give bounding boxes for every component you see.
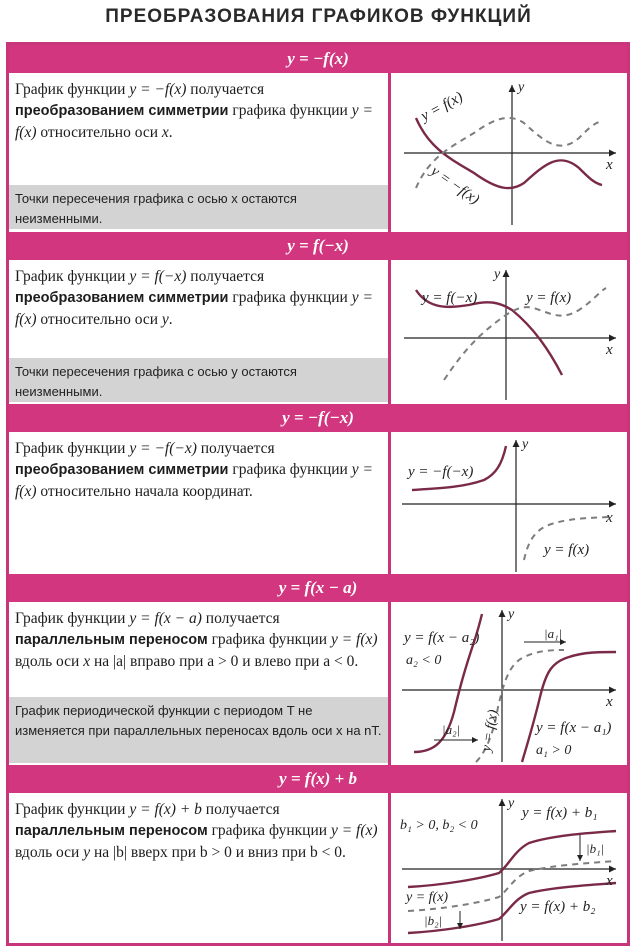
section-header: y = −f(x) bbox=[9, 45, 627, 73]
svg-text:x: x bbox=[606, 694, 613, 710]
section-reflect-y bbox=[9, 232, 627, 404]
svg-text:y = f(x): y = f(x) bbox=[544, 542, 590, 558]
svg-text:y = f(x) + b₁: y = f(x) + b₁ bbox=[522, 805, 598, 821]
svg-text:y = f(−x): y = f(−x) bbox=[422, 290, 478, 306]
graph-shift-x bbox=[394, 602, 627, 765]
section-reflect-origin bbox=[9, 404, 627, 574]
svg-text:a₂ < 0: a₂ < 0 bbox=[406, 653, 442, 668]
svg-text:y: y bbox=[508, 796, 515, 811]
note-box: Точки пересечения графика с осью x остаются неизменными. bbox=[9, 185, 388, 229]
svg-text:y = f(x): y = f(x) bbox=[526, 290, 572, 306]
svg-text:y = f(x − a₂): y = f(x − a₂) bbox=[404, 630, 480, 646]
page-title: ПРЕОБРАЗОВАНИЯ ГРАФИКОВ ФУНКЦИЙ bbox=[105, 6, 532, 27]
graph-reflect-y bbox=[394, 260, 627, 404]
section-text: График функции y = f(x) + b получается параллельным переносом графика функции y = f(x) вдоль оси y на |b| вверх при b > 0 и вниз при b < 0. bbox=[15, 801, 378, 861]
note-box: График периодической функции с периодом T не изменяется при параллельных переносах вдоль оси x на nT. bbox=[9, 697, 388, 763]
svg-text:|a₁|: |a₁| bbox=[544, 626, 563, 641]
svg-text:|b₁|: |b₁| bbox=[586, 841, 605, 856]
svg-text:y = f(x): y = f(x) bbox=[479, 708, 502, 753]
section-text: График функции y = −f(x) получается преобразованием симметрии графика функции y = f(x) относительно оси x. bbox=[15, 81, 373, 141]
svg-text:y = f(x − a₁): y = f(x − a₁) bbox=[536, 720, 612, 736]
section-header: y = −f(−x) bbox=[9, 404, 627, 432]
svg-text:y: y bbox=[522, 437, 529, 452]
svg-text:|b₂|: |b₂| bbox=[424, 913, 443, 928]
section-shift-x bbox=[9, 574, 627, 765]
note-box: Точки пересечения графика с осью y остаются неизменными. bbox=[9, 358, 388, 402]
graph-shift-y bbox=[394, 793, 627, 943]
svg-text:y: y bbox=[494, 267, 501, 282]
section-shift-y bbox=[9, 765, 627, 943]
svg-text:x: x bbox=[606, 157, 613, 173]
graph-reflect-origin bbox=[394, 432, 627, 574]
svg-text:y = f(x): y = f(x) bbox=[406, 890, 449, 905]
section-header: y = f(x) + b bbox=[9, 765, 627, 793]
section-text: График функции y = −f(−x) получается преобразованием симметрии графика функции y = f(x) относительно начала координат. bbox=[15, 440, 373, 500]
section-reflect-x bbox=[9, 45, 627, 232]
svg-text:x: x bbox=[606, 342, 613, 358]
section-header: y = f(x − a) bbox=[9, 574, 627, 602]
svg-text:|a₂|: |a₂| bbox=[442, 722, 461, 737]
svg-text:x: x bbox=[606, 873, 613, 889]
content-frame bbox=[6, 42, 630, 946]
svg-text:y: y bbox=[508, 607, 515, 622]
svg-text:y: y bbox=[518, 80, 525, 95]
graph-reflect-x bbox=[394, 73, 627, 232]
section-text: График функции y = f(−x) получается преобразованием симметрии графика функции y = f(x) относительно оси y. bbox=[15, 268, 373, 328]
svg-text:y = f(x) + b₂: y = f(x) + b₂ bbox=[520, 899, 596, 915]
section-header: y = f(−x) bbox=[9, 232, 627, 260]
svg-text:b₁ > 0, b₂ < 0: b₁ > 0, b₂ < 0 bbox=[400, 818, 478, 833]
svg-text:x: x bbox=[606, 510, 613, 526]
label-f: y = f(x) bbox=[418, 89, 466, 125]
section-text: График функции y = f(x − a) получается параллельным переносом графика функции y = f(x) вдоль оси x на |a| вправо при a > 0 и влево при a < 0. bbox=[15, 610, 378, 670]
svg-text:y = −f(−x): y = −f(−x) bbox=[408, 464, 474, 480]
label-neg-f: y = −f(x) bbox=[427, 163, 483, 208]
svg-text:a₁ > 0: a₁ > 0 bbox=[536, 743, 572, 758]
